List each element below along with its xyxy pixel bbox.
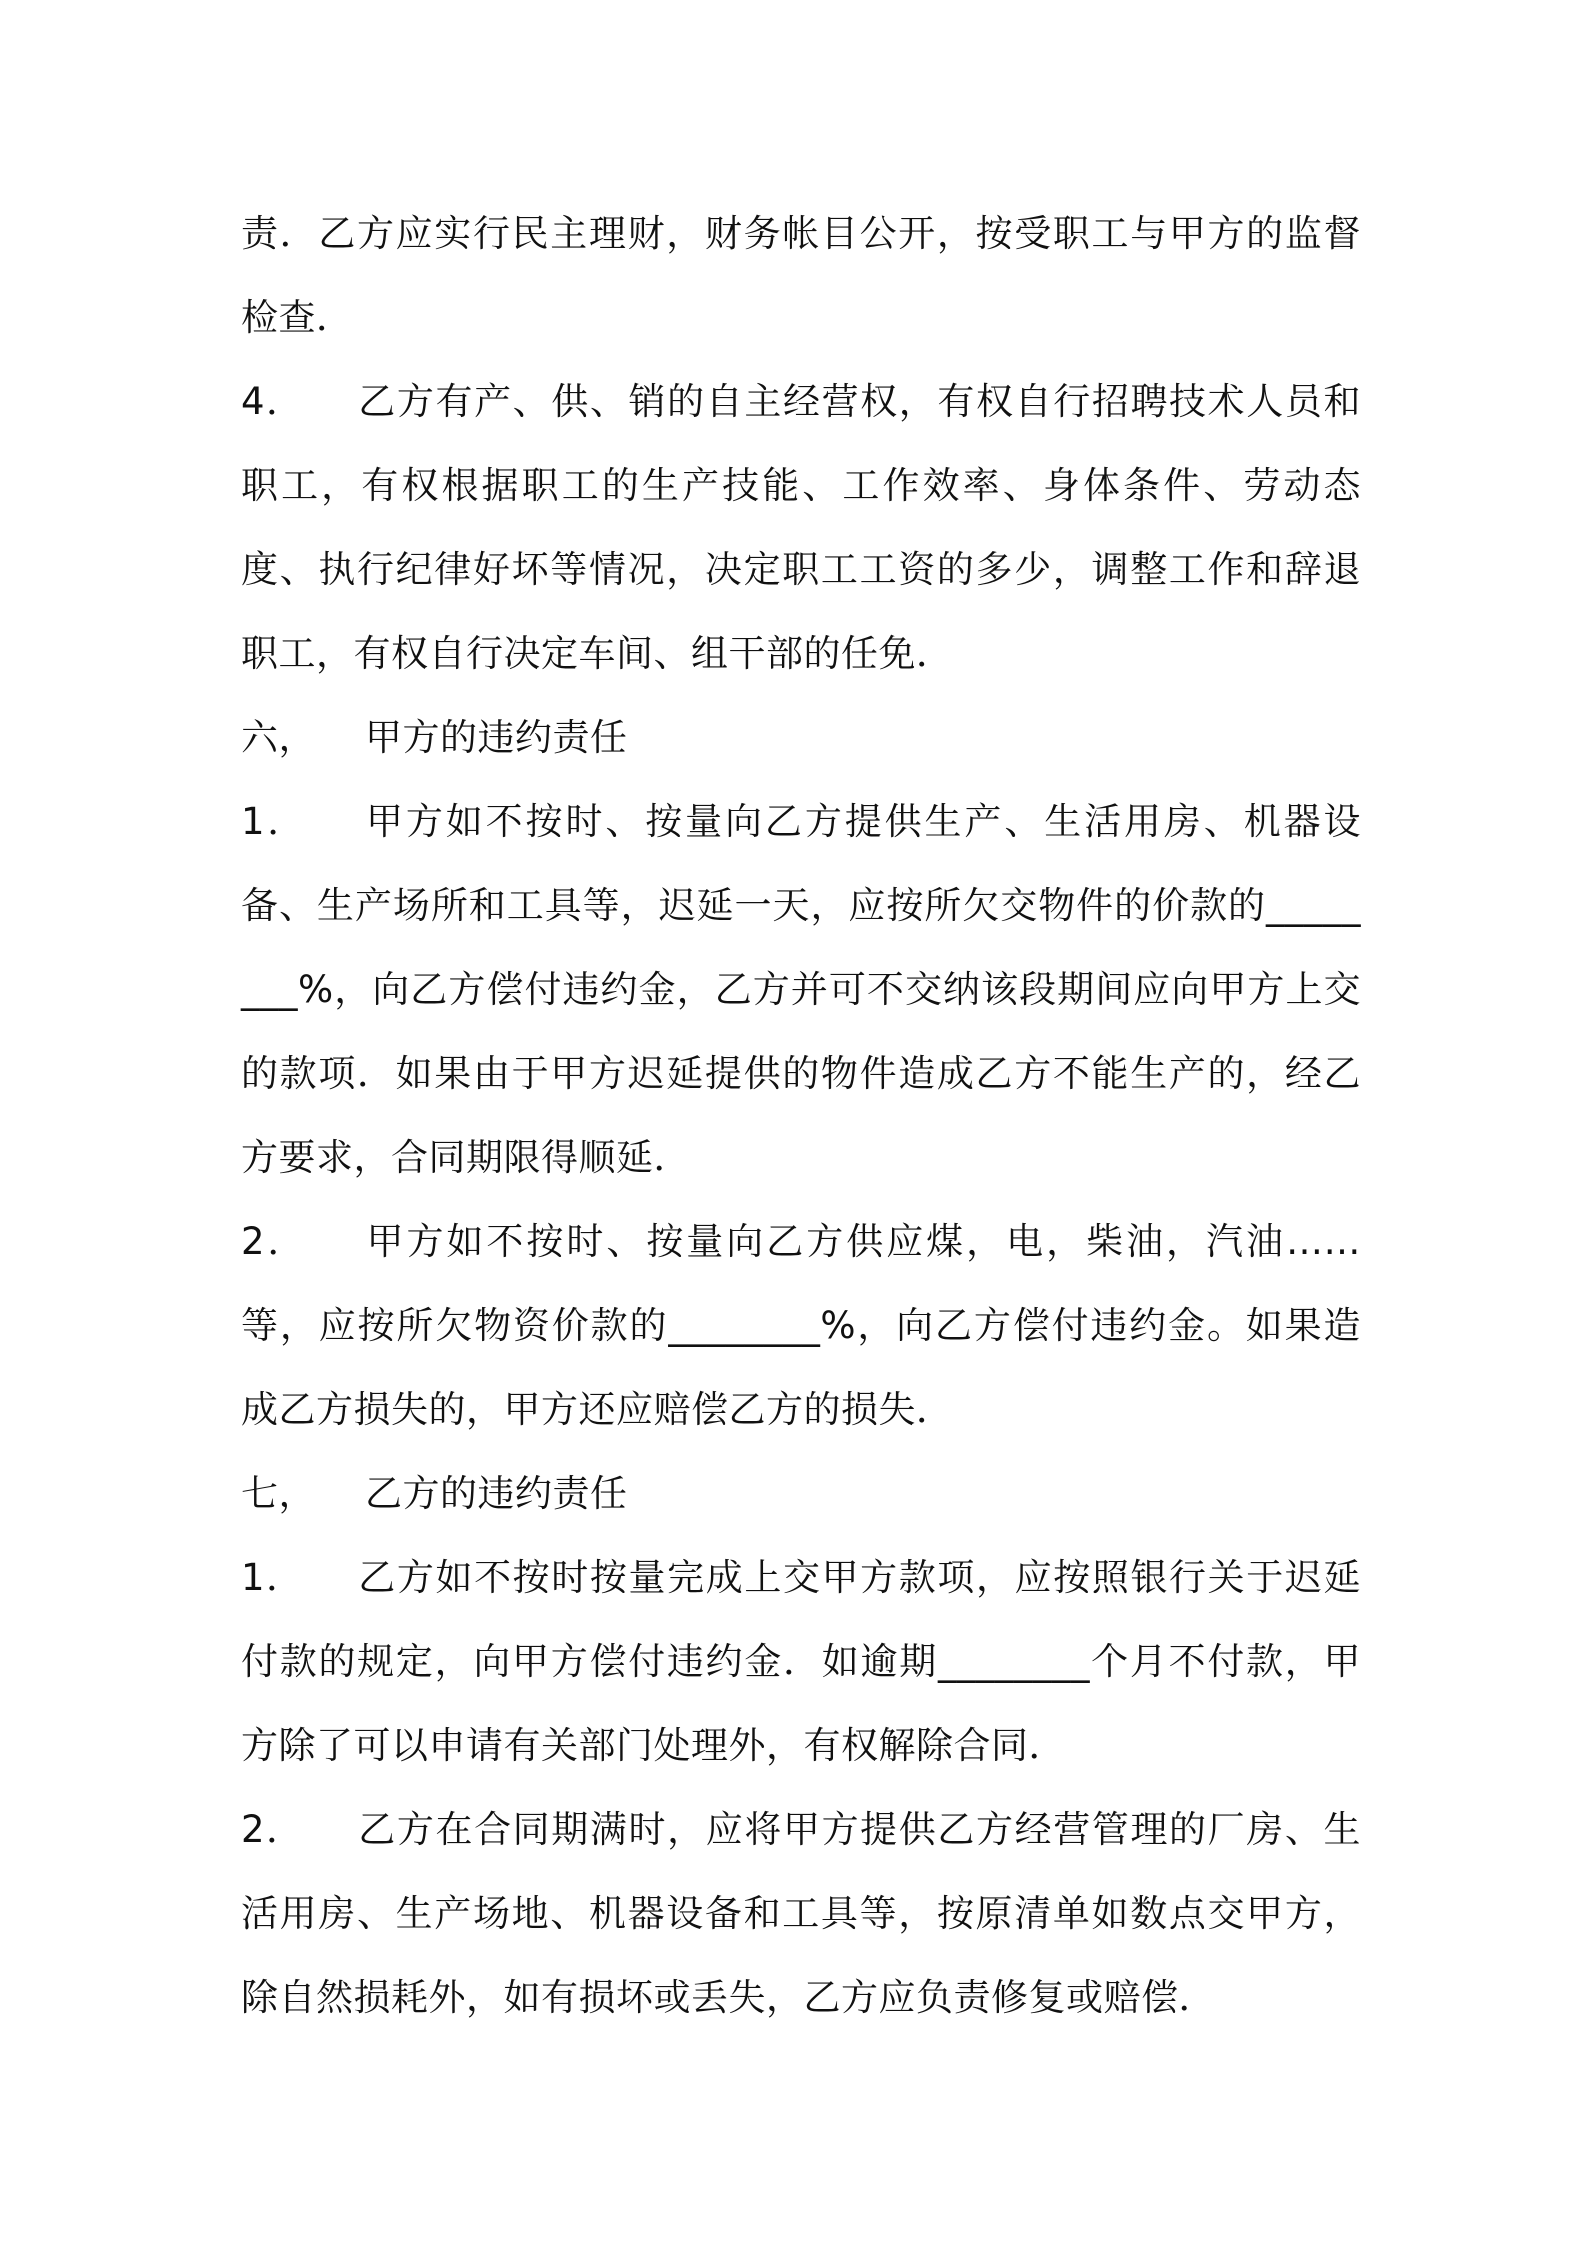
section-7-clause-1: 1． 乙方如不按时按量完成上交甲方款项，应按照银行关于迟延付款的规定，向甲方偿付违约金．如逾期________个月不付款，甲方除了可以申请有关部门处理外，有权解除合同． [241, 1556, 1361, 1767]
section-6-heading: 六， 甲方的违约责任 [241, 716, 628, 759]
section-6-clause-2: 2． 甲方如不按时、按量向乙方供应煤，电，柴油，汽油……等，应按所欠物资价款的________%，向乙方偿付违约金。如果造成乙方损失的，甲方还应赔偿乙方的损失． [241, 1220, 1361, 1431]
contract-text [241, 192, 1361, 2040]
clause-4-operating-rights: 4． 乙方有产、供、销的自主经营权，有权自行招聘技术人员和职工，有权根据职工的生产技能、工作效率、身体条件、劳动态度、执行纪律好坏等情况，决定职工工资的多少，调整工作和辞退职工，有权自行决定车间、组干部的任免． [241, 380, 1361, 675]
paragraph-responsibility-continued: 责．乙方应实行民主理财，财务帐目公开，按受职工与甲方的监督检查． [241, 212, 1361, 339]
section-7-clause-2: 2． 乙方在合同期满时，应将甲方提供乙方经营管理的厂房、生活用房、生产场地、机器设备和工具等，按原清单如数点交甲方，除自然损耗外，如有损坏或丢失，乙方应负责修复或赔偿． [241, 1808, 1361, 2019]
section-7-heading: 七， 乙方的违约责任 [241, 1472, 628, 1515]
section-6-clause-1: 1． 甲方如不按时、按量向乙方提供生产、生活用房、机器设备、生产场所和工具等，迟延一天，应按所欠交物件的价款的________%，向乙方偿付违约金，乙方并可不交纳该段期间应向甲方上交的款项．如果由于甲方迟延提供的物件造成乙方不能生产的，经乙方要求，合同期限得顺延． [241, 800, 1361, 1179]
